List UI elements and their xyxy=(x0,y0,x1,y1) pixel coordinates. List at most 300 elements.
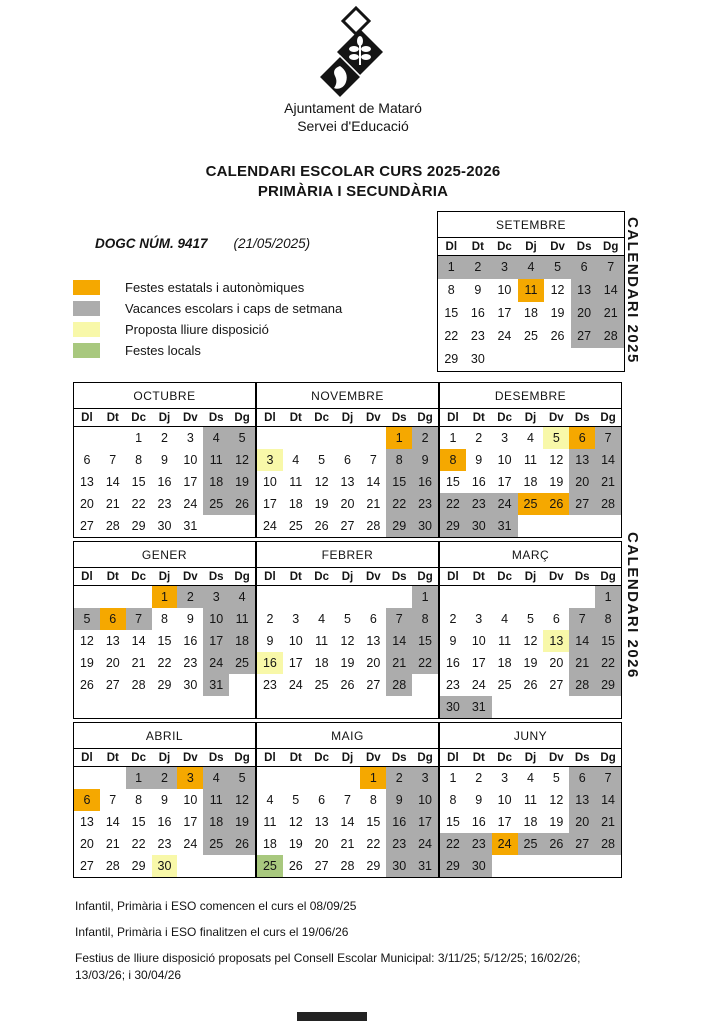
months-grid xyxy=(73,382,622,878)
week-row xyxy=(74,493,255,515)
day-cell: 2 xyxy=(161,431,168,445)
weekday-label: Dt xyxy=(289,752,302,764)
day-cell: 15 xyxy=(445,475,460,489)
day-cell: 26 xyxy=(288,859,303,873)
color-legend xyxy=(73,277,342,361)
calendar-març xyxy=(439,541,622,719)
weekday-label: Dt xyxy=(289,412,302,424)
day-cell: 2 xyxy=(412,427,438,449)
weekday-label: Dv xyxy=(183,752,198,764)
department-name: Servei d'Educació xyxy=(297,118,409,134)
day-cell: 20 xyxy=(105,656,120,670)
day-cell: 1 xyxy=(449,431,457,445)
calendar-desembre xyxy=(439,382,622,538)
legend-item xyxy=(73,277,342,298)
side-label-calendari-2026: CALENDARI 2026 xyxy=(624,532,641,679)
month-title: GENER xyxy=(74,542,255,568)
day-cell: 4 xyxy=(203,427,229,449)
weekday-label: Dt xyxy=(106,752,119,764)
calendar-gener xyxy=(73,541,256,719)
day-cell: 4 xyxy=(266,793,274,807)
day-cell: 14 xyxy=(386,630,412,652)
day-cell: 9 xyxy=(161,453,168,467)
day-cell: 30 xyxy=(183,678,198,692)
weekday-label: Ds xyxy=(574,412,590,424)
day-cell: 10 xyxy=(412,789,438,811)
weekday-label: Dl xyxy=(264,412,276,424)
day-cell: 17 xyxy=(497,475,512,489)
week-row xyxy=(74,674,255,696)
day-cell: 12 xyxy=(288,815,303,829)
week-row xyxy=(74,789,255,811)
day-cell: 8 xyxy=(161,612,168,626)
day-cell: 16 xyxy=(412,471,438,493)
day-cell: 11 xyxy=(203,789,229,811)
weekday-header-row xyxy=(440,568,621,586)
weekday-label: Dv xyxy=(183,571,198,583)
day-cell xyxy=(74,427,100,449)
day-cell: 15 xyxy=(444,306,459,320)
day-cell: 24 xyxy=(183,497,198,511)
week-row xyxy=(438,279,624,302)
day-cell: 25 xyxy=(288,519,303,533)
week-row xyxy=(257,767,438,789)
week-row xyxy=(74,608,255,630)
day-cell: 19 xyxy=(229,811,255,833)
day-cell: 11 xyxy=(289,475,303,489)
day-cell: 11 xyxy=(518,279,545,302)
day-cell: 8 xyxy=(135,793,143,807)
day-cell: 18 xyxy=(524,306,538,320)
day-cell: 19 xyxy=(340,656,355,670)
weekday-label: Dt xyxy=(106,412,119,424)
day-cell: 23 xyxy=(445,678,460,692)
weekday-label: Ds xyxy=(391,752,407,764)
weekday-header-row xyxy=(257,568,438,586)
day-cell: 25 xyxy=(314,678,329,692)
day-cell: 30 xyxy=(466,855,492,877)
day-cell: 11 xyxy=(263,815,277,829)
day-cell: 9 xyxy=(412,449,438,471)
legend-item xyxy=(73,340,342,361)
day-cell: 18 xyxy=(262,837,277,851)
day-cell: 18 xyxy=(523,475,538,489)
day-cell: 19 xyxy=(288,837,303,851)
day-cell: 29 xyxy=(440,855,466,877)
day-cell: 29 xyxy=(386,515,412,537)
day-cell xyxy=(386,586,412,608)
weekday-label: Dc xyxy=(314,752,329,764)
day-cell: 7 xyxy=(369,453,377,467)
day-cell: 11 xyxy=(315,634,329,648)
day-cell: 5 xyxy=(527,612,534,626)
day-cell xyxy=(229,855,255,877)
day-cell: 27 xyxy=(549,678,564,692)
logo-small-diamond xyxy=(343,8,369,34)
day-cell: 14 xyxy=(595,789,621,811)
day-cell: 4 xyxy=(292,453,300,467)
day-cell: 23 xyxy=(466,493,492,515)
day-cell: 28 xyxy=(366,519,381,533)
day-cell xyxy=(543,855,569,877)
week-row xyxy=(440,789,621,811)
day-cell: 5 xyxy=(344,612,351,626)
day-cell xyxy=(203,515,229,537)
day-cell: 5 xyxy=(229,427,255,449)
day-cell: 1 xyxy=(126,767,152,789)
day-cell: 11 xyxy=(203,449,229,471)
day-cell: 26 xyxy=(314,519,329,533)
day-cell: 3 xyxy=(412,767,438,789)
day-cell: 8 xyxy=(369,793,377,807)
day-cell: 22 xyxy=(444,329,459,343)
day-cell: 10 xyxy=(203,608,229,630)
day-cell: 23 xyxy=(157,497,172,511)
day-cell: 17 xyxy=(262,497,277,511)
note-free-disposition-days: Festius de lliure disposició proposats pel Consell Escolar Municipal: 3/11/25; 5/12/25; 16/02/26; 13/03/26; i 30/04/26 xyxy=(75,951,581,982)
day-cell: 14 xyxy=(569,630,595,652)
day-cell: 28 xyxy=(105,519,120,533)
day-cell: 5 xyxy=(318,453,326,467)
day-cell: 3 xyxy=(501,771,509,785)
day-cell: 15 xyxy=(366,815,381,829)
weekday-header-row xyxy=(440,409,621,427)
day-cell xyxy=(257,586,283,608)
weekday-label: Ds xyxy=(208,752,224,764)
day-cell xyxy=(283,427,309,449)
day-cell xyxy=(543,696,569,718)
day-cell: 24 xyxy=(471,678,486,692)
day-cell: 21 xyxy=(105,497,120,511)
week-row xyxy=(74,767,255,789)
day-cell: 18 xyxy=(229,630,255,652)
week-row xyxy=(257,855,438,877)
week-row xyxy=(257,630,438,652)
day-cell: 28 xyxy=(386,674,412,696)
month-title: ABRIL xyxy=(74,723,255,749)
day-cell: 25 xyxy=(203,493,229,515)
week-row xyxy=(74,811,255,833)
week-row xyxy=(440,833,621,855)
day-cell: 21 xyxy=(105,837,120,851)
day-cell: 6 xyxy=(318,793,326,807)
day-cell: 14 xyxy=(340,815,355,829)
week-row xyxy=(74,586,255,608)
day-cell: 30 xyxy=(386,855,412,877)
week-row xyxy=(440,652,621,674)
weekday-label: Dg xyxy=(234,752,250,764)
day-cell xyxy=(491,348,518,371)
day-cell: 14 xyxy=(597,279,624,302)
weekday-label: Dg xyxy=(417,752,433,764)
day-cell xyxy=(203,855,229,877)
day-cell: 9 xyxy=(386,789,412,811)
day-cell: 22 xyxy=(440,493,466,515)
weekday-label: Dj xyxy=(341,412,354,424)
day-cell: 30 xyxy=(466,515,492,537)
day-cell: 23 xyxy=(470,329,485,343)
day-cell: 8 xyxy=(386,449,412,471)
week-row xyxy=(74,471,255,493)
week-row xyxy=(438,348,624,371)
month-title: MAIG xyxy=(257,723,438,749)
legend-label: Festes estatals i autonòmiques xyxy=(125,280,305,295)
day-cell: 15 xyxy=(445,815,460,829)
day-cell: 20 xyxy=(79,497,94,511)
day-cell: 7 xyxy=(386,608,412,630)
weekday-label: Dv xyxy=(549,752,564,764)
day-cell: 5 xyxy=(543,427,569,449)
day-cell: 17 xyxy=(497,815,512,829)
week-row xyxy=(74,630,255,652)
day-cell: 28 xyxy=(597,325,624,348)
calendar-febrer xyxy=(256,541,439,719)
day-cell xyxy=(100,427,126,449)
day-cell: 18 xyxy=(203,811,229,833)
legend-color-swatch-orange xyxy=(73,280,100,295)
day-cell: 20 xyxy=(314,837,329,851)
weekday-label: Dc xyxy=(131,571,146,583)
day-cell xyxy=(466,586,492,608)
week-row xyxy=(257,449,438,471)
day-cell: 28 xyxy=(131,678,146,692)
weekday-label: Dg xyxy=(234,412,250,424)
day-cell xyxy=(569,586,595,608)
day-cell: 20 xyxy=(340,497,355,511)
day-cell: 8 xyxy=(449,793,457,807)
day-cell: 8 xyxy=(412,608,438,630)
day-cell: 2 xyxy=(449,612,457,626)
day-cell: 9 xyxy=(475,793,483,807)
day-cell: 17 xyxy=(288,656,303,670)
day-cell xyxy=(543,586,569,608)
week-row xyxy=(440,674,621,696)
weekday-label: Dt xyxy=(471,241,484,253)
day-cell: 16 xyxy=(157,475,172,489)
legend-label: Vacances escolars i caps de setmana xyxy=(125,301,343,316)
day-cell: 28 xyxy=(595,833,621,855)
day-cell: 13 xyxy=(314,815,329,829)
day-cell: 10 xyxy=(183,793,198,807)
day-cell: 16 xyxy=(471,815,486,829)
day-cell: 13 xyxy=(79,815,94,829)
day-cell: 30 xyxy=(412,515,438,537)
day-cell: 15 xyxy=(157,634,172,648)
week-row xyxy=(257,493,438,515)
day-cell: 12 xyxy=(340,634,355,648)
day-cell: 7 xyxy=(595,427,621,449)
day-cell: 13 xyxy=(569,449,595,471)
day-cell: 19 xyxy=(549,815,564,829)
weekday-header-row xyxy=(74,749,255,767)
day-cell: 31 xyxy=(203,674,229,696)
day-cell: 18 xyxy=(314,656,329,670)
day-cell: 31 xyxy=(412,855,438,877)
day-cell xyxy=(257,767,283,789)
day-cell: 17 xyxy=(183,815,198,829)
month-title: FEBRER xyxy=(257,542,438,568)
day-cell: 28 xyxy=(569,674,595,696)
day-cell: 7 xyxy=(109,793,117,807)
day-cell: 21 xyxy=(597,302,624,325)
day-cell: 22 xyxy=(131,497,146,511)
day-cell: 15 xyxy=(131,475,146,489)
weekday-label: Dg xyxy=(417,412,433,424)
day-cell: 3 xyxy=(177,767,203,789)
day-cell: 1 xyxy=(386,427,412,449)
day-cell: 11 xyxy=(498,634,512,648)
day-cell: 25 xyxy=(524,329,538,343)
week-row xyxy=(440,630,621,652)
day-cell: 22 xyxy=(366,837,381,851)
day-cell: 23 xyxy=(183,656,198,670)
day-cell: 9 xyxy=(475,453,483,467)
day-cell: 24 xyxy=(183,837,198,851)
day-cell: 18 xyxy=(497,656,512,670)
weekday-label: Dv xyxy=(183,412,198,424)
legend-color-swatch-paleyellow xyxy=(73,322,100,337)
day-cell: 7 xyxy=(595,767,621,789)
weekday-label: Ds xyxy=(574,752,590,764)
day-cell: 2 xyxy=(266,612,274,626)
week-row xyxy=(440,696,621,718)
day-cell: 19 xyxy=(550,306,565,320)
day-cell xyxy=(412,674,438,696)
day-cell: 8 xyxy=(447,283,455,297)
week-row xyxy=(440,767,621,789)
day-cell: 6 xyxy=(100,608,126,630)
day-cell: 6 xyxy=(369,612,377,626)
day-cell: 13 xyxy=(79,475,94,489)
day-cell xyxy=(126,586,152,608)
day-cell: 31 xyxy=(183,519,198,533)
day-cell: 1 xyxy=(449,771,457,785)
day-cell xyxy=(74,767,100,789)
day-cell: 13 xyxy=(340,475,355,489)
day-cell: 5 xyxy=(229,767,255,789)
day-cell: 22 xyxy=(412,652,438,674)
note-course-start: Infantil, Primària i ESO comencen el curs el 08/09/25 xyxy=(75,899,357,913)
day-cell: 10 xyxy=(471,634,486,648)
day-cell xyxy=(518,855,544,877)
legend-label: Proposta lliure disposició xyxy=(125,322,269,337)
day-cell xyxy=(360,427,386,449)
weekday-label: Dj xyxy=(158,571,171,583)
day-cell: 24 xyxy=(492,493,518,515)
weekday-label: Dv xyxy=(549,571,564,583)
week-row xyxy=(257,789,438,811)
dogc-reference-line xyxy=(95,236,310,251)
day-cell: 28 xyxy=(105,859,120,873)
day-cell: 16 xyxy=(471,475,486,489)
month-title: DESEMBRE xyxy=(440,383,621,409)
day-cell: 10 xyxy=(497,283,512,297)
day-cell: 12 xyxy=(523,634,538,648)
weekday-label: Dl xyxy=(447,752,459,764)
weekday-label: Dg xyxy=(603,241,619,253)
day-cell: 22 xyxy=(131,837,146,851)
month-title: NOVEMBRE xyxy=(257,383,438,409)
legend-item xyxy=(73,298,342,319)
day-cell: 15 xyxy=(131,815,146,829)
day-cell: 20 xyxy=(571,302,598,325)
day-cell: 17 xyxy=(203,630,229,652)
day-cell: 19 xyxy=(523,656,538,670)
month-title: OCTUBRE xyxy=(74,383,255,409)
day-cell: 8 xyxy=(440,449,466,471)
week-row xyxy=(440,449,621,471)
day-cell: 26 xyxy=(550,329,565,343)
weekday-label: Dl xyxy=(445,241,458,253)
day-cell: 20 xyxy=(569,471,595,493)
day-cell: 30 xyxy=(152,855,178,877)
day-cell: 2 xyxy=(465,256,492,279)
day-cell: 30 xyxy=(470,352,485,366)
day-cell: 18 xyxy=(203,471,229,493)
weekday-label: Dl xyxy=(447,412,459,424)
day-cell: 19 xyxy=(549,475,564,489)
day-cell: 21 xyxy=(131,656,146,670)
day-cell: 16 xyxy=(183,634,198,648)
week-row xyxy=(438,325,624,348)
day-cell: 29 xyxy=(595,674,621,696)
day-cell: 15 xyxy=(595,630,621,652)
weekday-label: Dc xyxy=(497,752,512,764)
document-subtitle: PRIMÀRIA I SECUNDÀRIA xyxy=(257,183,449,200)
week-row xyxy=(257,811,438,833)
day-cell: 19 xyxy=(79,656,94,670)
day-cell: 6 xyxy=(344,453,351,467)
day-cell xyxy=(335,427,361,449)
day-cell: 30 xyxy=(440,696,466,718)
day-cell: 17 xyxy=(497,306,512,320)
week-row xyxy=(74,855,255,877)
day-cell: 1 xyxy=(595,586,621,608)
day-cell: 9 xyxy=(449,634,457,648)
day-cell: 15 xyxy=(412,630,438,652)
weekday-label: Dc xyxy=(314,412,329,424)
day-cell: 13 xyxy=(571,279,598,302)
day-cell: 25 xyxy=(203,833,229,855)
week-row xyxy=(440,586,621,608)
day-cell: 8 xyxy=(135,453,143,467)
weekday-label: Dl xyxy=(447,571,459,583)
day-cell: 3 xyxy=(292,612,300,626)
day-cell: 2 xyxy=(177,586,203,608)
calendar-novembre xyxy=(256,382,439,538)
weekday-header-row xyxy=(74,409,255,427)
day-cell: 26 xyxy=(229,833,255,855)
week-row xyxy=(257,586,438,608)
day-cell: 26 xyxy=(543,833,569,855)
day-cell: 6 xyxy=(83,453,91,467)
day-cell: 24 xyxy=(412,833,438,855)
day-cell: 10 xyxy=(262,475,277,489)
day-cell xyxy=(100,586,126,608)
day-cell: 3 xyxy=(475,612,483,626)
day-cell: 29 xyxy=(157,678,172,692)
day-cell: 29 xyxy=(440,515,466,537)
week-row xyxy=(440,493,621,515)
day-cell: 27 xyxy=(569,493,595,515)
day-cell: 27 xyxy=(79,859,94,873)
day-cell xyxy=(543,515,569,537)
day-cell: 1 xyxy=(135,431,143,445)
day-cell: 3 xyxy=(257,449,283,471)
day-cell: 10 xyxy=(497,453,512,467)
weekday-label: Dg xyxy=(234,571,250,583)
day-cell: 6 xyxy=(571,256,598,279)
